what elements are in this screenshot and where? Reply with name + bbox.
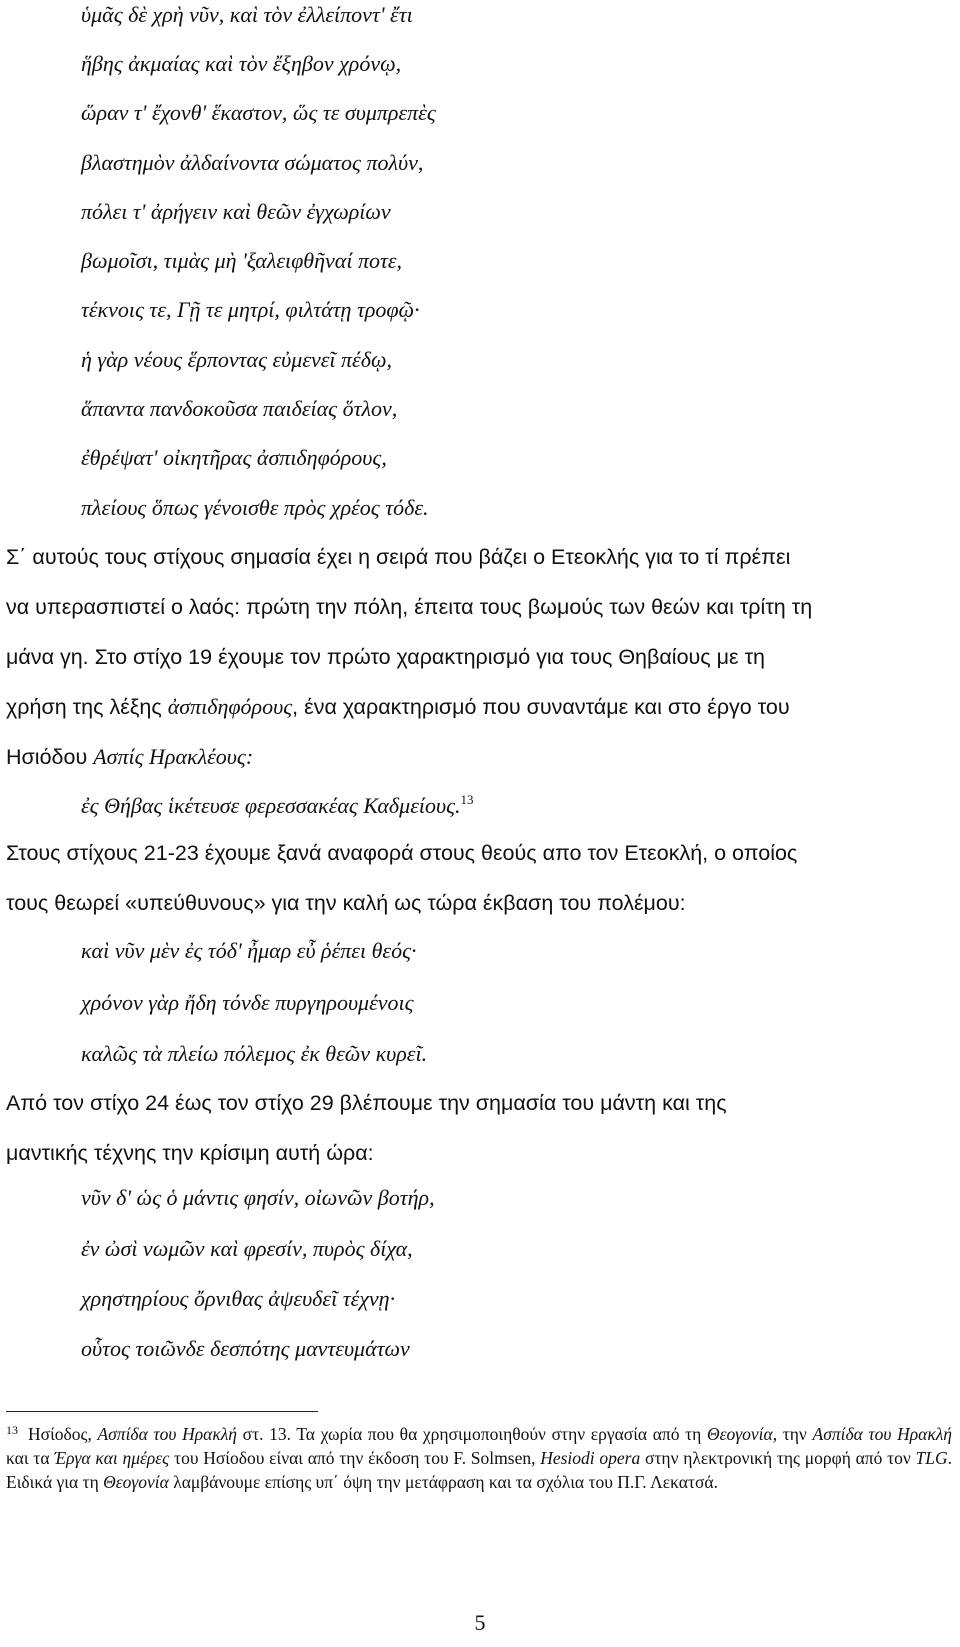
greek-term: ἀσπιδηφόρους (167, 694, 293, 719)
paragraph-line: Στους στίχους 21-23 έχουμε ξανά αναφορά στους θεούς απο τον Ετεοκλή, ο οποίος (6, 841, 798, 865)
verse-line: ὑμᾶς δὲ χρὴ νῦν, καὶ τὸν ἐλλείποντ' ἔτι (81, 2, 413, 27)
footnote-number: 13 (6, 1423, 18, 1437)
paragraph-line: τους θεωρεί «υπεύθυνους» για την καλή ως τώρα έκβαση του πολέμου: (6, 891, 686, 915)
paragraph-line: μαντικής τέχνης την κρίσιμη αυτή ώρα: (6, 1141, 374, 1165)
footnote-title: TLG (915, 1448, 948, 1468)
verse-line: καλῶς τὰ πλείω πόλεμος ἐκ θεῶν κυρεῖ. (81, 1041, 428, 1066)
paragraph-line: να υπερασπιστεί ο λαός: πρώτη την πόλη, έπειτα τους βωμούς των θεών και τρίτη τη (6, 595, 813, 619)
footnote-title: Ασπίδα του Ηρακλή (812, 1424, 952, 1444)
verse-line: ἐν ὠσὶ νωμῶν καὶ φρεσίν, πυρὸς δίχα, (81, 1236, 413, 1261)
body-paragraph (6, 532, 952, 782)
footnote-title: Έργα και ημέρες (54, 1448, 170, 1468)
verse-line: χρηστηρίους ὄρνιθας ἀψευδεῖ τέχνῃ· (81, 1286, 396, 1311)
footnote-text: στ. 13. Τα χωρία που θα χρησιμοποιηθούν στην εργασία από τη (236, 1424, 707, 1444)
verse-line: ἐθρέψατ' οἰκητῆρας ἀσπιδηφόρους, (81, 445, 387, 470)
footnote-text: λαμβάνουμε επίσης υπ΄ όψη την μετάφραση και τα σχόλια του Π.Γ. Λεκατσά. (168, 1472, 718, 1492)
footnote-text: στην ηλεκτρονική της μορφή από τον (640, 1448, 916, 1468)
verse-line: ὥραν τ' ἔχονθ' ἕκαστον, ὥς τε συμπρεπὲς (81, 100, 436, 125)
verse-line: οὗτος τοιῶνδε δεσπότης μαντευμάτων (81, 1336, 410, 1361)
footnote-text: , την (772, 1424, 813, 1444)
verse-line: ἡ γὰρ νέους ἕρποντας εὐμενεῖ πέδῳ, (81, 347, 392, 372)
quote-line (0, 792, 960, 820)
verse-line: ἅπαντα πανδοκοῦσα παιδείας ὅτλον, (81, 396, 398, 421)
body-paragraph (6, 1078, 952, 1178)
work-title: Ασπίς Ηρακλέους: (93, 744, 254, 769)
text-run: χρήση της λέξης (6, 695, 168, 719)
footnote-title: Θεογονία (706, 1424, 773, 1444)
verse-line: τέκνοις τε, Γῇ τε μητρί, φιλτάτῃ τροφῷ· (81, 297, 420, 322)
text-run: , ένα χαρακτηρισμό που συναντάμε και στο έργο του (292, 695, 790, 719)
quote-text: ἐς Θήβας ἱκέτευσε φερεσσακέας Καδμείους. (81, 793, 461, 818)
footnote-title: Ασπίδα του Ηρακλή (97, 1424, 237, 1444)
verse-line: καὶ νῦν μὲν ἐς τόδ' ἦμαρ εὖ ῥέπει θεός· (81, 938, 417, 963)
paragraph-line (6, 732, 952, 782)
paragraph-line (6, 682, 952, 732)
footnote-reference: 13 (460, 792, 474, 807)
paragraph-line: Σ΄ αυτούς τους στίχους σημασία έχει η σειρά που βάζει ο Ετεοκλής για το τί πρέπει (6, 545, 791, 569)
footnote-text: . Ειδικά για τη (6, 1448, 952, 1492)
verse-line: νῦν δ' ὡς ὁ μάντις φησίν, οἰωνῶν βοτήρ, (81, 1185, 435, 1210)
footnote-text: Ησίοδος, (28, 1424, 98, 1444)
verse-line: πλείους ὅπως γένοισθε πρὸς χρέος τόδε. (81, 495, 429, 520)
verse-line: βωμοῖσι, τιμὰς μὴ 'ξαλειφθῆναί ποτε, (81, 248, 403, 273)
footnote (6, 1422, 952, 1494)
body-paragraph (6, 828, 952, 928)
footnote-separator (6, 1411, 318, 1412)
verse-line: ἥβης ἀκμαίας καὶ τὸν ἔξηβον χρόνῳ, (81, 51, 402, 76)
page-number: 5 (474, 1610, 486, 1635)
footnote-text: και τα (6, 1448, 55, 1468)
verse-line: πόλει τ' ἀρήγειν καὶ θεῶν ἐγχωρίων (81, 199, 391, 224)
footnote-text: του Ησίοδου είναι από την έκδοση του F. Solmsen, (169, 1448, 541, 1468)
verse-line: χρόνον γὰρ ἤδη τόνδε πυργηρουμένοις (81, 990, 414, 1015)
footnote-title: Θεογονία (103, 1472, 169, 1492)
paragraph-line: μάνα γη. Στο στίχο 19 έχουμε τον πρώτο χαρακτηρισμό για τους Θηβαίους με τη (6, 645, 766, 669)
verse-line: βλαστημὸν ἀλδαίνοντα σώματος πολύν, (81, 150, 424, 175)
text-run: Ησιόδου (6, 745, 94, 769)
footnote-title: Hesiodi opera (540, 1448, 641, 1468)
paragraph-line: Από τον στίχο 24 έως τον στίχο 29 βλέπουμε την σημασία του μάντη και της (6, 1091, 727, 1115)
